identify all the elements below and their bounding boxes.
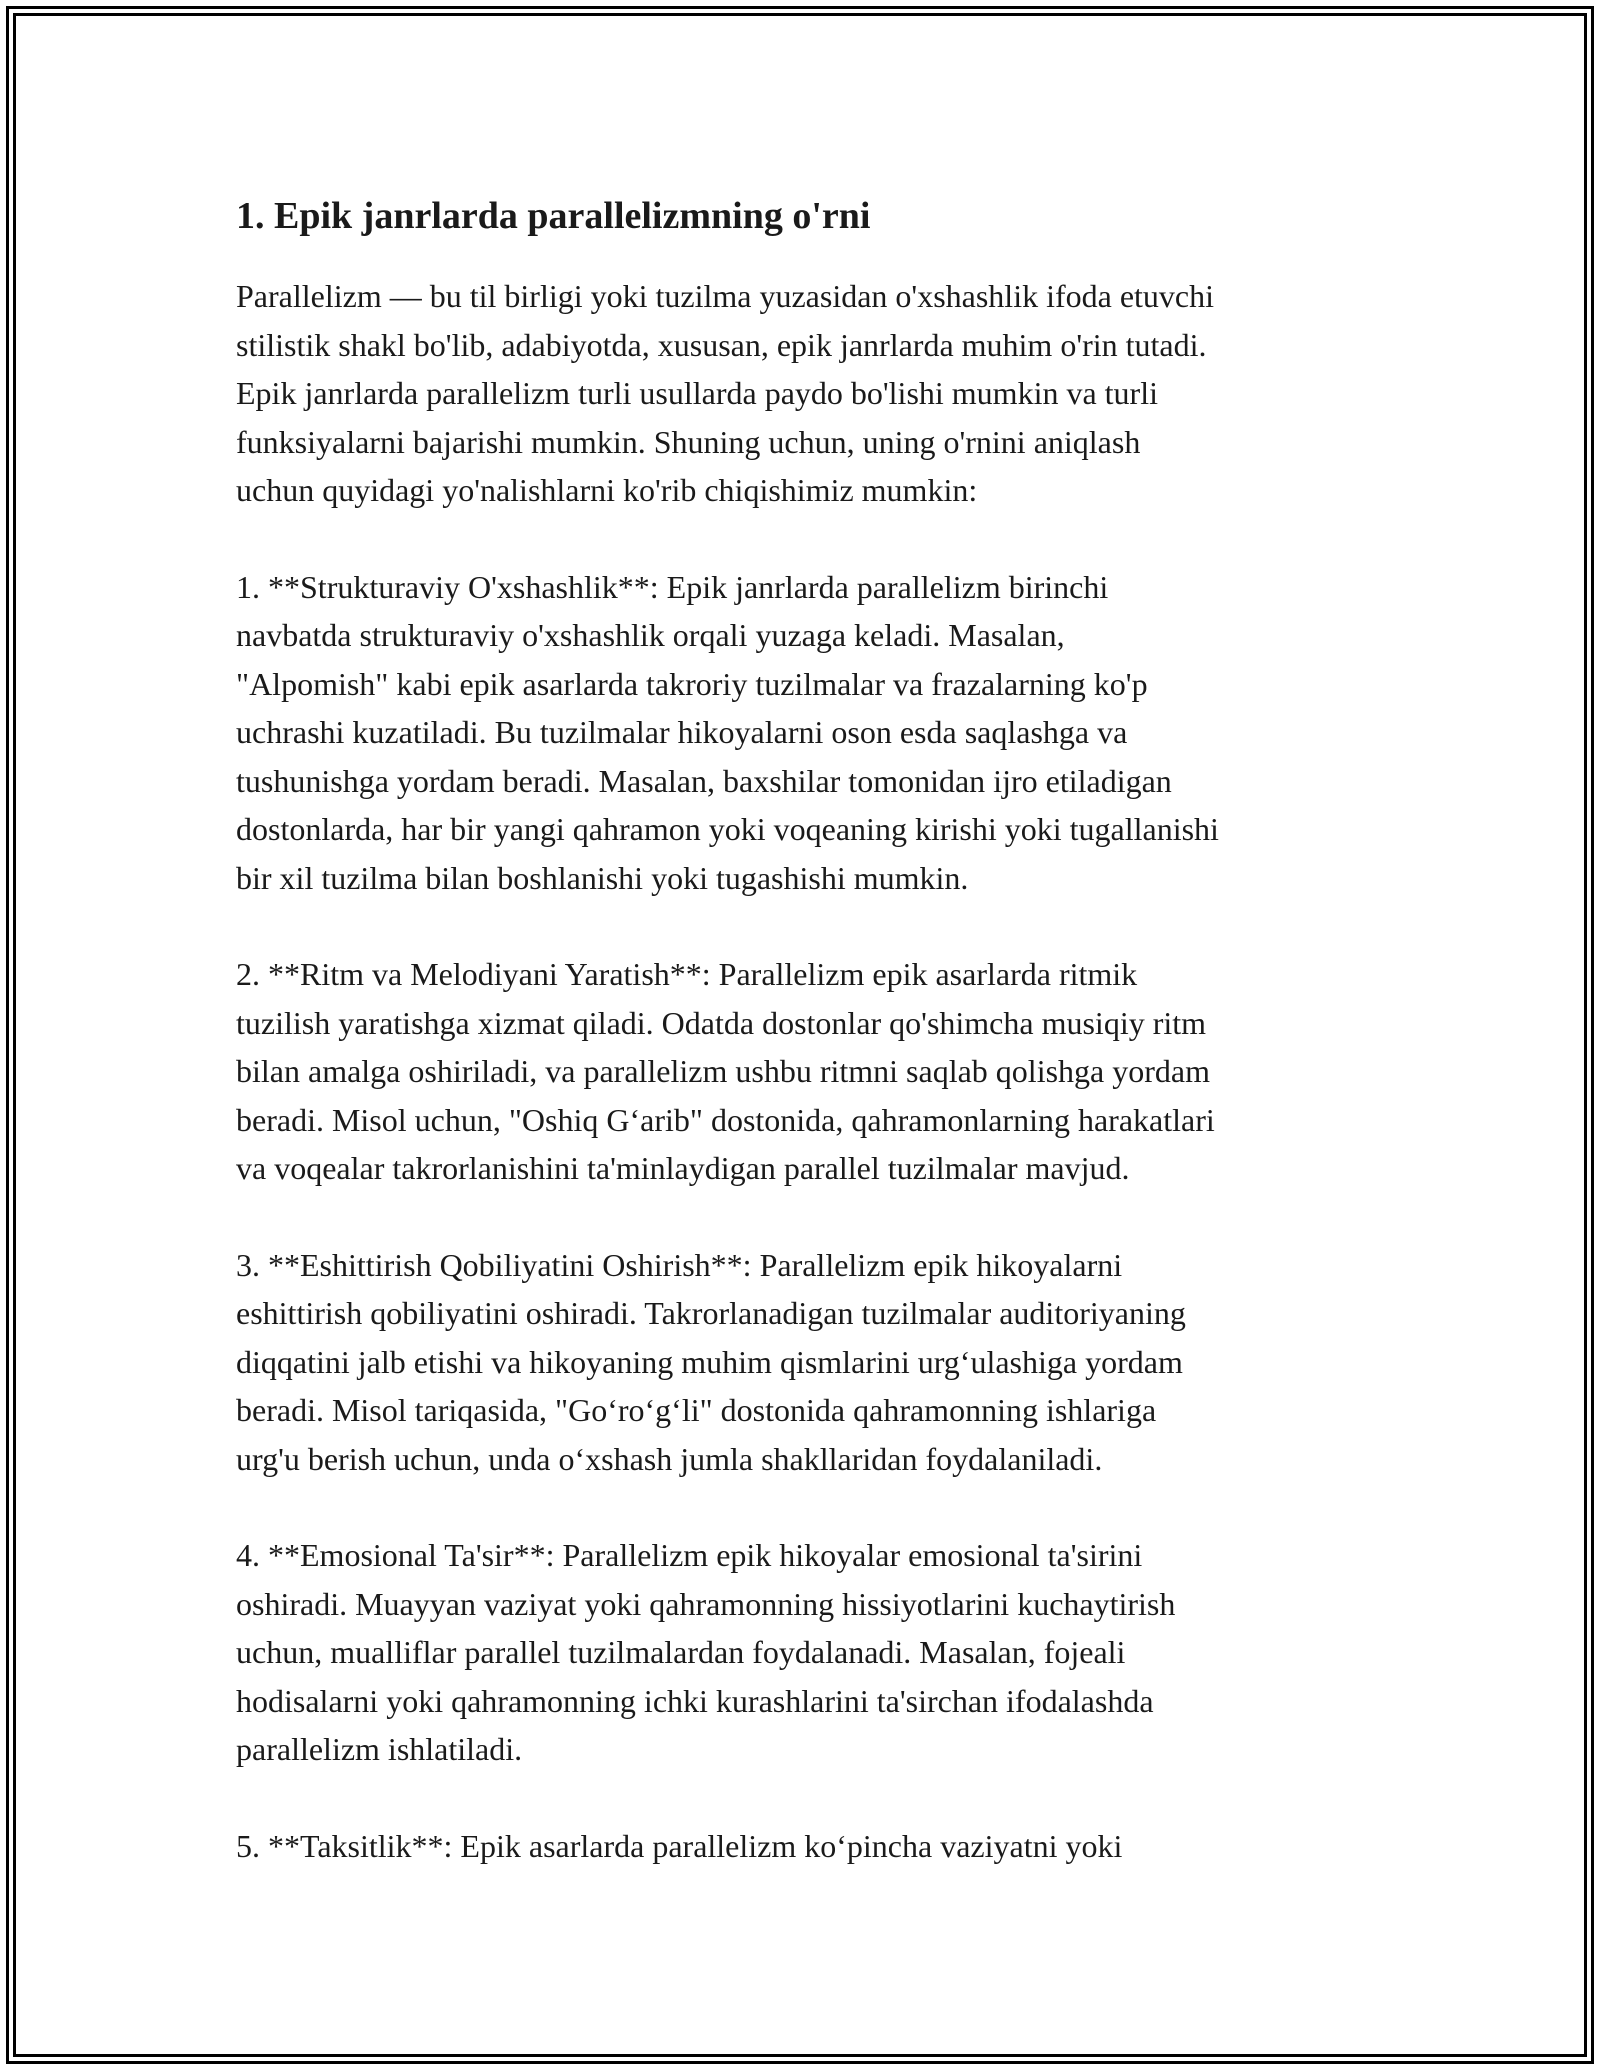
text-line: funksiyalarni bajarishi mumkin. Shuning uchun, uning o'rnini aniqlash: [236, 423, 1141, 460]
text-line: 2. **Ritm va Melodiyani Yaratish**: Parallelizm epik asarlarda ritmik: [236, 956, 1138, 992]
text-line: tushunishga yordam beradi. Masalan, baxshilar tomonidan ijro etiladigan: [236, 762, 1172, 799]
text-line: bilan amalga oshiriladi, va parallelizm ushbu ritmni saqlab qolishga yordam: [236, 1053, 1210, 1089]
point-3-paragraph: [236, 1241, 1376, 1484]
text-line: uchun, mualliflar parallel tuzilmalardan foydalanadi. Masalan, fojeali: [236, 1634, 1126, 1670]
text-line: 4. **Emosional Ta'sir**: Parallelizm epik hikoyalar emosional ta'sirini: [236, 1537, 1143, 1573]
text-line: Parallelizm — bu til birligi yoki tuzilma yuzasidan o'xshashlik ifoda etuvchi: [236, 278, 1215, 314]
text-line: oshiradi. Muayyan vaziyat yoki qahramonning hissiyotlarini kuchaytirish: [236, 1585, 1176, 1622]
point-4-paragraph: [236, 1531, 1376, 1774]
document-page: [236, 178, 1376, 1918]
text-line: 1. **Strukturaviy O'xshashlik**: Epik janrlarda parallelizm birinchi: [236, 568, 1109, 605]
text-line: "Alpomish" kabi epik asarlarda takroriy tuzilmalar va frazalarning ko'p: [236, 665, 1148, 702]
text-line: 3. **Eshittirish Qobiliyatini Oshirish**: Parallelizm epik hikoyalarni: [236, 1246, 1123, 1283]
point-1-paragraph: [236, 563, 1376, 903]
text-line: navbatda strukturaviy o'xshashlik orqali yuzaga keladi. Masalan,: [236, 617, 1065, 653]
text-line: parallelizm ishlatiladi.: [236, 1731, 523, 1767]
text-line: beradi. Misol uchun, "Oshiq G‘arib" dostonida, qahramonlarning harakatlari: [236, 1101, 1215, 1138]
text-line: Epik janrlarda parallelizm turli usullarda paydo bo'lishi mumkin va turli: [236, 375, 1158, 411]
text-line: va voqealar takrorlanishini ta'minlaydigan parallel tuzilmalar mavjud.: [236, 1150, 1130, 1186]
text-line: hodisalarni yoki qahramonning ichki kurashlarini ta'sirchan ifodalashda: [236, 1682, 1154, 1719]
text-line: uchun quyidagi yo'nalishlarni ko'rib chiqishimiz mumkin:: [236, 472, 978, 508]
text-line: eshittirish qobiliyatini oshiradi. Takrorlanadigan tuzilmalar auditoriyaning: [236, 1295, 1186, 1331]
text-line: diqqatini jalb etishi va hikoyaning muhim qismlarini urg‘ulashiga yordam: [236, 1343, 1183, 1380]
text-line: dostonlarda, har bir yangi qahramon yoki voqeaning kirishi yoki tugallanishi: [236, 811, 1219, 847]
intro-paragraph: [236, 272, 1376, 515]
text-line: stilistik shakl bo'lib, adabiyotda, xususan, epik janrlarda muhim o'rin tutadi.: [236, 326, 1207, 363]
point-5-paragraph: [236, 1822, 1376, 1871]
text-line: beradi. Misol tariqasida, "Go‘ro‘g‘li" dostonida qahramonning ishlariga: [236, 1392, 1157, 1428]
text-line: uchrashi kuzatiladi. Bu tuzilmalar hikoyalarni oson esda saqlashga va: [236, 714, 1128, 750]
text-line: bir xil tuzilma bilan boshlanishi yoki tugashishi mumkin.: [236, 859, 969, 896]
point-2-paragraph: [236, 950, 1376, 1193]
text-line: urg'u berish uchun, unda o‘xshash jumla shakllaridan foydalaniladi.: [236, 1440, 1103, 1477]
text-line: tuzilish yaratishga xizmat qiladi. Odatda dostonlar qo'shimcha musiqiy ritm: [236, 1004, 1207, 1041]
section-title: 1. Epik janrlarda parallelizmning o'rni: [236, 195, 871, 237]
text-line: 5. **Taksitlik**: Epik asarlarda parallelizm ko‘pincha vaziyatni yoki: [236, 1827, 1123, 1864]
